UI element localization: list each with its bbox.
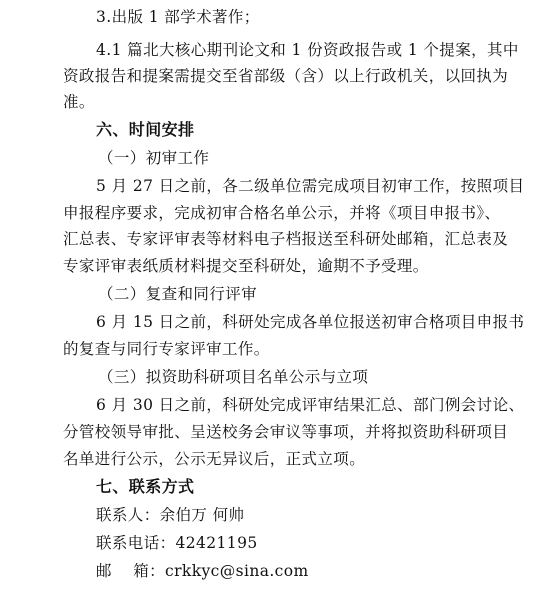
subsection-heading-recheck: （二）复查和同行评审 xyxy=(98,285,258,303)
list-item-4: 4.1 篇北大核心期刊论文和 1 份资政报告或 1 个提案，其中 xyxy=(96,41,519,59)
paragraph-line: 资政报告和提案需提交至省部级（含）以上行政机关，以回执为 xyxy=(63,67,509,85)
paragraph-line: 的复查与同行专家评审工作。 xyxy=(63,340,270,358)
contact-person: 联系人：余伯万 何帅 xyxy=(96,506,245,524)
section-heading-schedule: 六、时间安排 xyxy=(96,120,195,139)
paragraph-line: 汇总表、专家评审表等材料电子档报送至科研处邮箱，汇总表及 xyxy=(63,230,509,248)
contact-email: 邮 箱：crkkyc@sina.com xyxy=(96,562,309,580)
paragraph-line: 6 月 30 日之前，科研处完成评审结果汇总、部门例会讨论、 xyxy=(96,396,525,414)
paragraph-line: 准。 xyxy=(63,93,95,111)
paragraph-line: 名单进行公示，公示无异议后，正式立项。 xyxy=(63,450,366,468)
paragraph-line: 申报程序要求，完成初审合格名单公示，并将《项目申报书》、 xyxy=(63,204,501,222)
subsection-heading-publicity: （三）拟资助科研项目名单公示与立项 xyxy=(98,368,369,386)
paragraph-line: 分管校领导审批、呈送校务会审议等事项，并将拟资助科研项目 xyxy=(63,423,509,441)
paragraph-line: 5 月 27 日之前，各二级单位需完成项目初审工作，按照项目 xyxy=(96,177,525,195)
paragraph-line: 专家评审表纸质材料提交至科研处，逾期不予受理。 xyxy=(63,257,429,275)
subsection-heading-initial-review: （一）初审工作 xyxy=(98,149,210,167)
section-heading-contact: 七、联系方式 xyxy=(96,477,195,496)
list-item-3: 3.出版 1 部学术著作； xyxy=(96,8,260,26)
contact-phone: 联系电话：42421195 xyxy=(96,534,258,552)
paragraph-line: 6 月 15 日之前，科研处完成各单位报送初审合格项目申报书 xyxy=(96,313,525,331)
